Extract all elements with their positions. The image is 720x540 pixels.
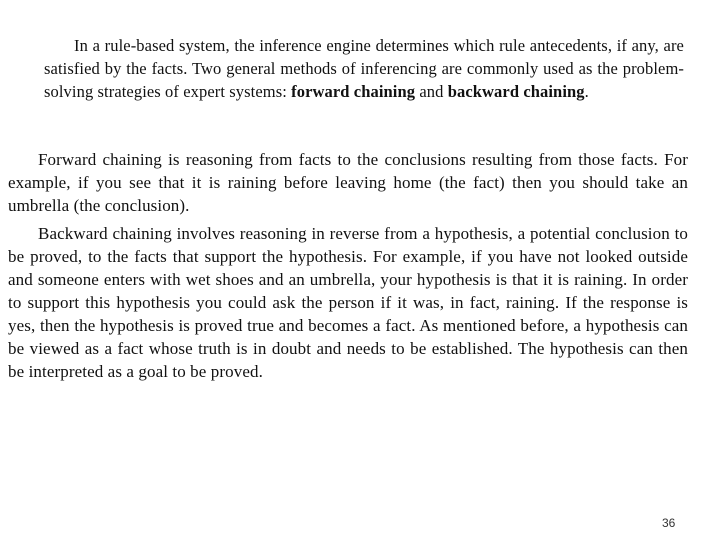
backward-chaining-paragraph: Backward chaining involves reasoning in reverse from a hypothesis, a potential conclusion to be proved, to the facts that support the hypothesis. For example, if you have not looked outside and someone enters with wet shoes and an umbrella, your hypothesis is that it is raining. In order to support this hypothesis you could ask the person if it was, in fact, raining. If the response is yes, then the hypothesis is proved true and becomes a fact. As mentioned before, a hypothesis can be viewed as a fact whose truth is in doubt and needs to be established. The hypothesis can then be interpreted as a goal to be proved. (8, 224, 688, 381)
term-forward-chaining: forward chaining (291, 82, 416, 101)
intro-and: and (415, 82, 448, 101)
forward-chaining-paragraph: Forward chaining is reasoning from facts to the conclusions resulting from those facts. For example, if you see that it is raining before leaving home (the fact) then you should take an umbrella (the conclusion). (8, 150, 688, 215)
intro-end: . (584, 82, 589, 101)
page-number: 36 (662, 516, 676, 530)
intro-text: In a rule-based system, the inference engine determines which rule antecedents, if any, are satisfied by the facts. Two general methods of inferencing are commonly used as the problem-solving strategies of expert systems: (44, 36, 684, 101)
intro-paragraph (44, 34, 684, 103)
term-backward-chaining: backward chaining (447, 82, 585, 101)
